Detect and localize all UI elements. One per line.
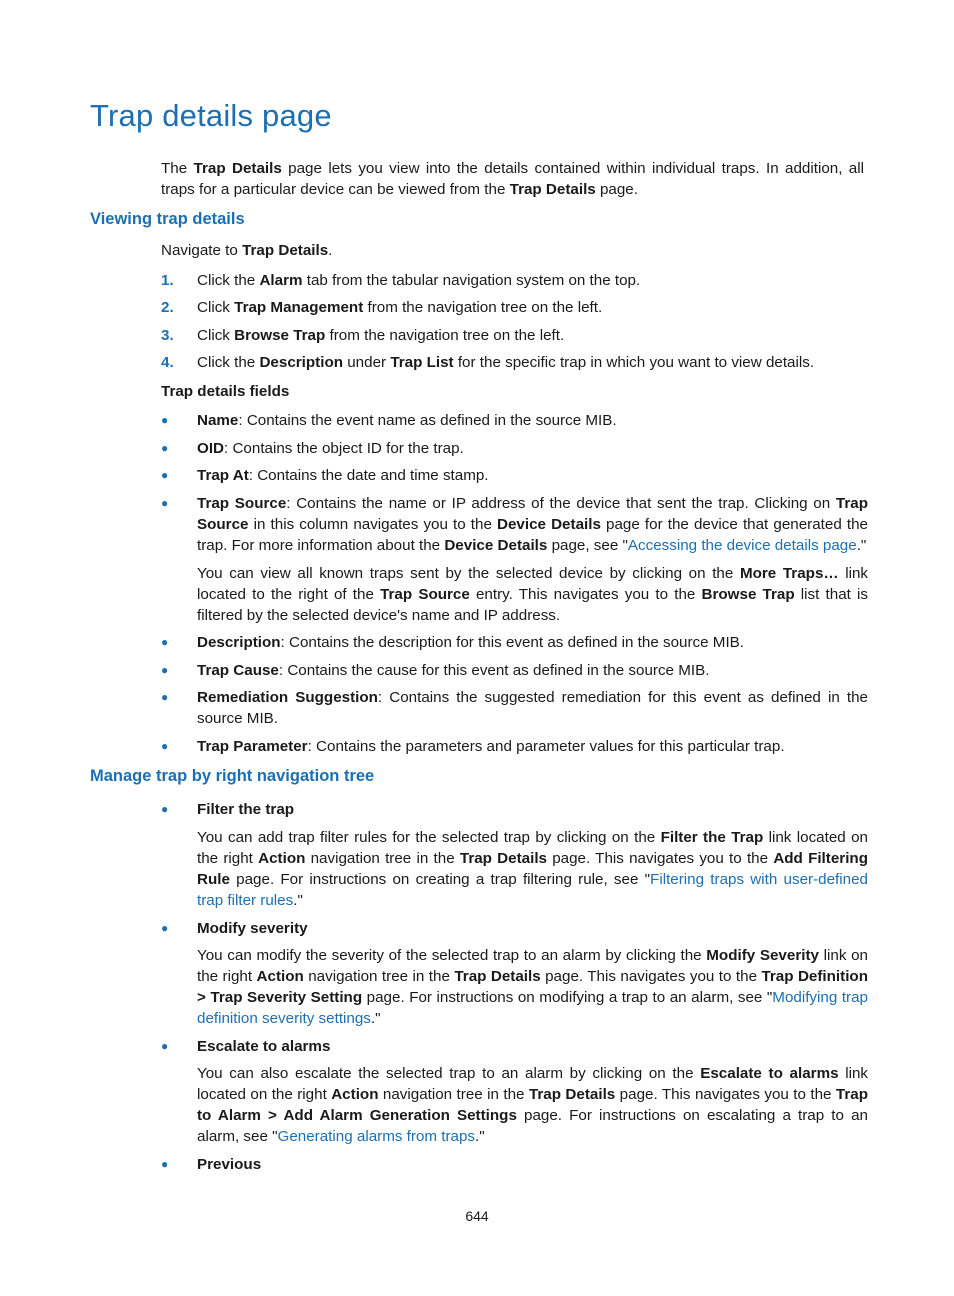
text: navigation tree in the	[303, 968, 455, 985]
trap-source-paragraph	[197, 563, 868, 626]
bold-text: OID	[197, 440, 225, 457]
bold-text: Device Details	[497, 516, 601, 533]
step-number: 1.	[161, 272, 174, 289]
text: page. This navigates you to the	[546, 850, 774, 867]
bold-text: More Traps…	[739, 565, 839, 582]
text: You can add trap filter rules for the selected trap by clicking on the	[197, 829, 661, 846]
bullet-previous	[161, 1154, 871, 1175]
bold-text: Device Details	[444, 537, 548, 554]
bullet-modify-severity	[161, 918, 871, 939]
text: Click the	[197, 272, 260, 289]
text: for the specific trap in which you want to view details.	[453, 354, 815, 371]
bold-text: Add Filtering Rule	[197, 850, 868, 888]
bullet-text	[197, 493, 868, 556]
bullet-icon: ●	[161, 802, 169, 816]
bullet-text	[197, 687, 868, 729]
text: ."	[370, 1010, 381, 1027]
bullet-icon: ●	[161, 468, 169, 482]
text: : Contains the parameters and parameter values for this particular trap.	[307, 738, 785, 755]
bold-text: Action	[258, 850, 306, 867]
bold-text: Modify Severity	[706, 947, 819, 964]
bullet-name	[161, 410, 871, 431]
bullet-icon: ●	[161, 496, 169, 510]
bullet-text	[197, 660, 868, 681]
link-modifying-trap-severity[interactable]: Modifying trap definition severity settings	[197, 989, 869, 1027]
text: list that is filtered by the selected device's name and IP address.	[197, 586, 868, 624]
bullet-icon: ●	[161, 690, 169, 704]
text: page.	[595, 181, 638, 198]
bold-text: Action	[331, 1086, 379, 1103]
text: The	[161, 160, 194, 177]
intro-paragraph	[161, 158, 864, 200]
bold-text: Trap Details	[242, 242, 329, 259]
bullet-description	[161, 632, 871, 653]
bold-text: Trap At	[197, 467, 249, 484]
text: entry. This navigates you to the	[469, 586, 702, 603]
text: : Contains the event name as defined in the source MIB.	[238, 412, 617, 429]
bullet-trap-parameter	[161, 736, 871, 757]
text: navigation tree in the	[378, 1086, 529, 1103]
text: page. For instructions on modifying a trap to an alarm, see "	[362, 989, 773, 1006]
bullet-icon: ●	[161, 1039, 169, 1053]
bullet-filter-trap	[161, 799, 871, 820]
text: page. For instructions on creating a trap filtering rule, see "	[229, 871, 651, 888]
step-2	[161, 297, 871, 318]
bullet-label: Modify severity	[197, 920, 308, 937]
bold-text: Trap Management	[234, 299, 364, 316]
bullet-icon: ●	[161, 413, 169, 427]
bold-text: Trap Source	[197, 495, 287, 512]
bold-text: Browse Trap	[234, 327, 326, 344]
step-4	[161, 352, 871, 373]
bullet-escalate	[161, 1036, 871, 1057]
step-text	[197, 270, 640, 291]
bold-text: Trap Details	[528, 1086, 616, 1103]
bold-text: Trap Details	[454, 968, 541, 985]
text: from the navigation tree on the left.	[325, 327, 565, 344]
text: under	[343, 354, 391, 371]
step-3	[161, 325, 871, 346]
bold-text: Filter the Trap	[660, 829, 764, 846]
text: ."	[475, 1128, 485, 1145]
bullet-remediation	[161, 687, 871, 729]
text: ."	[293, 892, 303, 909]
bullet-trap-source	[161, 493, 871, 556]
text: Click the	[197, 354, 260, 371]
bullet-text	[197, 410, 868, 431]
text: page for the device that generated the trap. For more information about the	[197, 516, 868, 554]
bold-text: Alarm	[259, 272, 303, 289]
text: ."	[856, 537, 867, 554]
bold-text: Trap List	[390, 354, 454, 371]
bullet-text	[197, 736, 868, 757]
bold-text: Trap Parameter	[197, 738, 308, 755]
bullet-text	[197, 632, 868, 653]
bullet-oid	[161, 438, 871, 459]
text: page. This navigates you to the	[540, 968, 762, 985]
bold-text: Description	[259, 354, 344, 371]
link-accessing-device-details[interactable]: Accessing the device details page	[627, 537, 857, 554]
page-number: 644	[465, 1208, 489, 1224]
bold-text: Trap to Alarm > Add Alarm Generation Settings	[197, 1086, 868, 1124]
bullet-trap-cause	[161, 660, 871, 681]
step-text	[197, 352, 814, 373]
bold-text: Trap Details	[193, 160, 282, 177]
bold-text: Trap Details	[509, 181, 596, 198]
text: .	[328, 242, 333, 259]
bold-text: Trap Definition > Trap Severity Setting	[197, 968, 868, 1006]
bold-text: Description	[197, 634, 281, 651]
text: You can modify the severity of the selected trap to an alarm by clicking the	[197, 947, 707, 964]
text: You can also escalate the selected trap to an alarm by clicking on the	[197, 1065, 701, 1082]
bold-text: Action	[256, 968, 304, 985]
text: : Contains the name or IP address of the device that sent the trap. Clicking on	[286, 495, 836, 512]
text: link located to the right of the	[197, 565, 868, 603]
text: link on the right	[197, 947, 868, 985]
link-generating-alarms[interactable]: Generating alarms from traps	[277, 1128, 476, 1145]
text: link located on the right	[197, 829, 868, 867]
step-1	[161, 270, 871, 291]
escalate-paragraph	[197, 1063, 868, 1147]
text: : Contains the cause for this event as defined in the source MIB.	[278, 662, 710, 679]
text: from the navigation tree on the left.	[363, 299, 603, 316]
text: : Contains the object ID for the trap.	[224, 440, 464, 457]
modify-paragraph	[197, 945, 868, 1029]
step-number: 4.	[161, 354, 174, 371]
section-heading-manage: Manage trap by right navigation tree	[90, 767, 375, 785]
bullet-icon: ●	[161, 739, 169, 753]
bold-text: Trap Source	[197, 495, 868, 533]
step-text	[197, 325, 564, 346]
bullet-label: Previous	[197, 1156, 262, 1173]
bullet-text	[197, 465, 868, 486]
text: in this column navigates you to the	[248, 516, 498, 533]
bullet-label: Filter the trap	[197, 801, 295, 818]
bullet-icon: ●	[161, 663, 169, 677]
bold-text: Remediation Suggestion	[197, 689, 378, 706]
text: page. For instructions on escalating a trap to an alarm, see "	[197, 1107, 868, 1145]
bold-text: Trap Cause	[197, 662, 279, 679]
text: : Contains the description for this event as defined in the source MIB.	[280, 634, 745, 651]
fields-heading: Trap details fields	[161, 383, 290, 400]
text: link located on the right	[197, 1065, 868, 1103]
bullet-icon: ●	[161, 1157, 169, 1171]
page-title: Trap details page	[90, 98, 332, 133]
bullet-icon: ●	[161, 635, 169, 649]
bullet-label: Escalate to alarms	[197, 1038, 331, 1055]
step-number: 3.	[161, 327, 174, 344]
text: page. This navigates you to the	[615, 1086, 836, 1103]
text: navigation tree in the	[305, 850, 460, 867]
bullet-icon: ●	[161, 441, 169, 455]
bold-text: Trap Source	[380, 586, 470, 603]
text: : Contains the date and time stamp.	[248, 467, 489, 484]
text: : Contains the suggested remediation for this event as defined in the source MIB.	[197, 689, 868, 727]
bold-text: Trap Details	[459, 850, 547, 867]
bullet-trap-at	[161, 465, 871, 486]
bold-text: Escalate to alarms	[700, 1065, 839, 1082]
text: page, see "	[547, 537, 628, 554]
step-text	[197, 297, 602, 318]
text: Click	[197, 327, 235, 344]
filter-paragraph	[197, 827, 868, 911]
bold-text: Browse Trap	[701, 586, 795, 603]
section-heading-viewing: Viewing trap details	[90, 210, 245, 228]
bullet-icon: ●	[161, 921, 169, 935]
link-filtering-traps[interactable]: Filtering traps with user-defined trap filter rules	[197, 871, 868, 909]
text: tab from the tabular navigation system on the top.	[302, 272, 641, 289]
text: page lets you view into the details contained within individual traps. In addition, all traps for a particular device can be viewed from the	[161, 160, 864, 198]
text: Click	[197, 299, 235, 316]
navigate-line	[161, 242, 332, 259]
bullet-text	[197, 438, 868, 459]
text: You can view all known traps sent by the selected device by clicking on the	[197, 565, 740, 582]
bold-text: Name	[197, 412, 239, 429]
text: Navigate to	[161, 242, 243, 259]
step-number: 2.	[161, 299, 174, 316]
